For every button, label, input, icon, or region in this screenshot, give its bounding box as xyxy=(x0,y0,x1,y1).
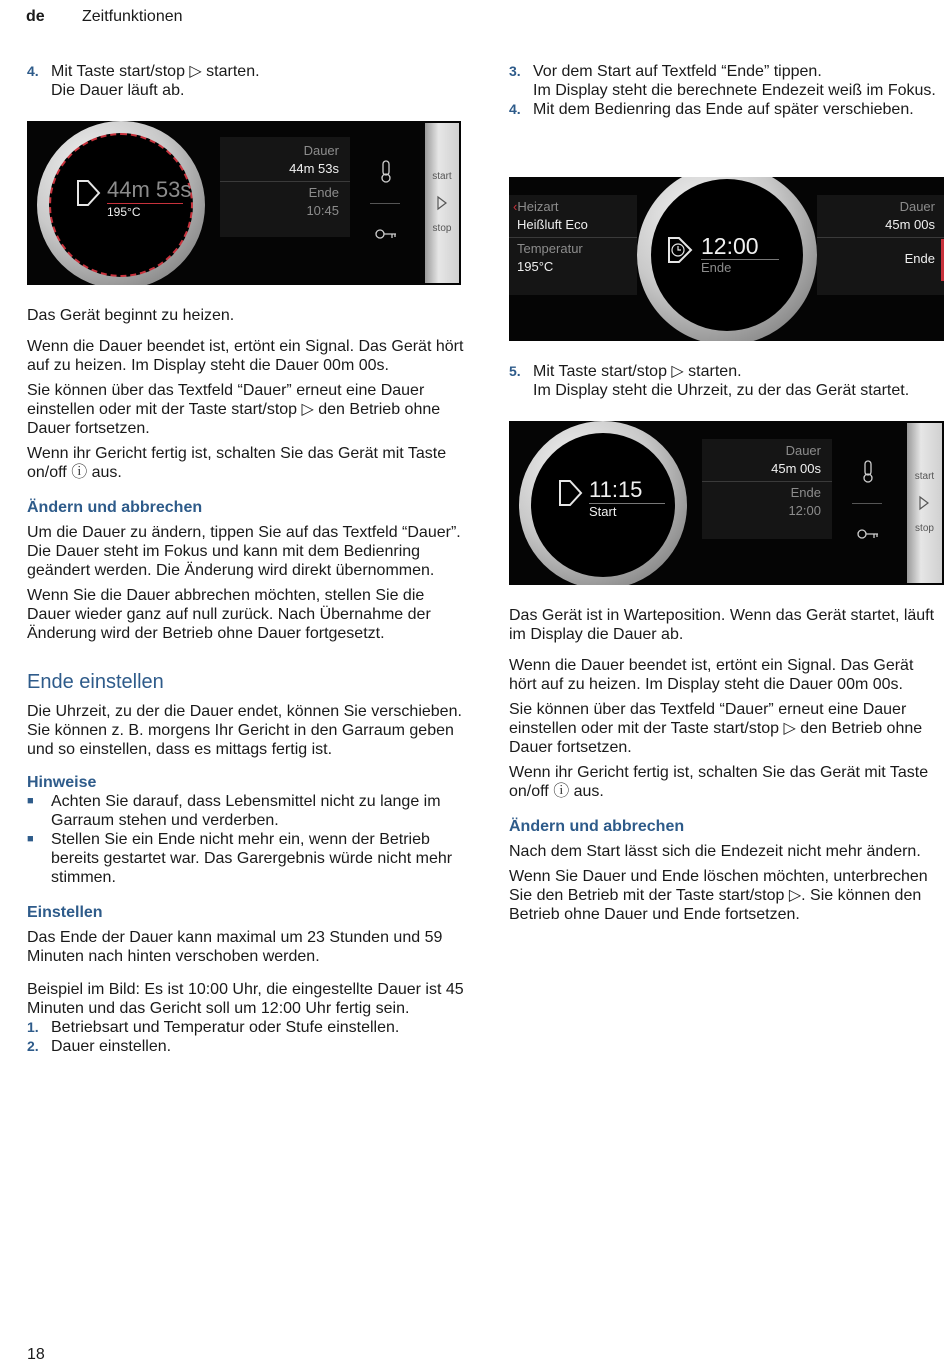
start-stop-button[interactable]: start stop xyxy=(907,423,942,583)
subheading: Hinweise xyxy=(27,774,97,791)
dauer-value[interactable]: 44m 53s xyxy=(289,161,339,176)
paragraph: Wenn ihr Gericht fertig ist, schalten Sie das Gerät mit Taste on/off ⓘ aus. xyxy=(27,445,447,481)
timer-readout: 44m 53s xyxy=(107,177,192,202)
paragraph: Wenn Sie die Dauer abbrechen möchten, stellen Sie die Dauer wieder ganz auf null zurück. Nach Übernahme der Änderung wird der Betrieb ohne Dauer fortgesetzt. xyxy=(27,587,431,642)
section-heading: Ende einstellen xyxy=(27,671,164,693)
paragraph: Sie können über das Textfeld “Dauer” erneut eine Dauer einstellen oder mit der Taste start/stop ▷ den Betrieb ohne Dauer fortsetzen. xyxy=(509,701,923,756)
thermometer-icon[interactable] xyxy=(861,459,875,483)
focus-line xyxy=(107,203,183,204)
paragraph: Beispiel im Bild: Es ist 10:00 Uhr, die eingestellte Dauer ist 45 Minuten und das Gericht soll um 12:00 Uhr fertig sein. xyxy=(27,981,464,1017)
paragraph: Wenn die Dauer beendet ist, ertönt ein Signal. Das Gerät hört auf zu heizen. Im Display steht die Dauer 00m 00s. xyxy=(509,657,914,693)
start-stop-icon xyxy=(436,195,448,211)
dauer-label: Dauer xyxy=(303,143,339,158)
thermometer-icon[interactable] xyxy=(379,159,393,183)
ende-value[interactable]: 12:00 xyxy=(788,503,821,518)
language-code: de xyxy=(26,8,45,25)
list-item: 1. Betriebsart und Temperatur oder Stufe einstellen. xyxy=(27,1019,400,1036)
dauer-value[interactable]: 45m 00s xyxy=(885,217,935,232)
dauer-value[interactable]: 45m 00s xyxy=(771,461,821,476)
paragraph: Nach dem Start lässt sich die Endezeit nicht mehr ändern. xyxy=(509,843,921,860)
key-icon[interactable] xyxy=(856,527,880,541)
list-item: ■ Achten Sie darauf, dass Lebensmittel nicht zu lange im Garraum stehen und verderben. xyxy=(27,793,441,829)
left-step-4: 4. Mit Taste start/stop ▷ starten. Die Dauer läuft ab. xyxy=(27,63,260,99)
heizart-value[interactable]: Heißluft Eco xyxy=(517,217,588,232)
play-icon xyxy=(75,179,103,207)
oven-display-running xyxy=(27,121,461,285)
paragraph: Das Gerät ist in Warteposition. Wenn das Gerät startet, läuft im Display die Dauer ab. xyxy=(509,607,935,643)
focus-indicator xyxy=(941,239,944,281)
key-icon[interactable] xyxy=(374,227,398,241)
paragraph: Das Gerät beginnt zu heizen. xyxy=(27,307,235,324)
page-number: 18 xyxy=(27,1346,45,1363)
subheading: Ändern und abbrechen xyxy=(509,818,685,835)
paragraph: Wenn Sie Dauer und Ende löschen möchten, unterbrechen Sie den Betrieb mit der Taste start/stop ▷. Sie können den Betrieb ohne Dauer und Ende fortsetzen. xyxy=(509,868,928,923)
step-number: 4. xyxy=(27,63,39,79)
right-step-5: 5. Mit Taste start/stop ▷ starten. Im Display steht die Uhrzeit, zu der das Gerät startet. xyxy=(509,363,910,399)
paragraph: Wenn ihr Gericht fertig ist, schalten Sie das Gerät mit Taste on/off ⓘ aus. xyxy=(509,764,929,800)
left-body xyxy=(27,306,467,1056)
paragraph: Die Uhrzeit, zu der die Dauer endet, können Sie verschieben. Sie können z. B. morgens Ihr Gericht in den Garraum geben und so einstellen, dass es mittags fertig ist. xyxy=(27,703,462,758)
end-time-readout: 12:00 xyxy=(701,233,759,259)
paragraph: Wenn die Dauer beendet ist, ertönt ein Signal. Das Gerät hört auf zu heizen. Im Display steht die Dauer 00m 00s. xyxy=(27,338,464,374)
subheading: Ändern und abbrechen xyxy=(27,499,203,516)
temperature-readout: 195°C xyxy=(107,205,141,219)
list-item: 2. Dauer einstellen. xyxy=(27,1038,172,1055)
list-item: ■ Stellen Sie ein Ende nicht mehr ein, wenn der Betrieb bereits gestartet war. Das Garergebnis würde nicht mehr stimmen. xyxy=(27,831,453,886)
dauer-label: Dauer xyxy=(899,199,935,214)
end-time-label: Ende xyxy=(701,260,732,275)
start-time-readout: 11:15 xyxy=(589,477,643,502)
section-title: Zeitfunktionen xyxy=(82,8,183,25)
oven-display-ende xyxy=(509,177,944,341)
start-stop-button[interactable]: start stop xyxy=(425,123,459,283)
paragraph: Sie können über das Textfeld “Dauer” erneut eine Dauer einstellen oder mit der Taste start/stop ▷ den Betrieb ohne Dauer fortsetzen. xyxy=(27,382,441,437)
play-icon xyxy=(557,479,585,507)
ende-label: Ende xyxy=(308,185,339,200)
right-body xyxy=(509,606,945,924)
paragraph: Das Ende der Dauer kann maximal um 23 Stunden und 59 Minuten nach hinten verschoben werden. xyxy=(27,929,443,965)
temperatur-label: Temperatur xyxy=(517,241,583,256)
oven-display-waiting xyxy=(509,421,944,585)
ende-field-focused[interactable]: Ende xyxy=(904,251,935,266)
start-time-label: Start xyxy=(589,504,617,519)
dauer-label: Dauer xyxy=(785,443,821,458)
clock-icon xyxy=(665,235,695,265)
start-stop-icon xyxy=(918,495,930,511)
heizart-label: ‹Heizart xyxy=(513,199,559,214)
right-steps-top: 3. Vor dem Start auf Textfeld “Ende” tippen. Im Display steht die berechnete Endezeit weiß im Fokus. 4. Mit dem Bedienring das Ende auf später verschieben. xyxy=(509,63,936,118)
temperatur-value[interactable]: 195°C xyxy=(517,259,554,274)
ende-value[interactable]: 10:45 xyxy=(306,203,339,218)
subheading: Einstellen xyxy=(27,904,103,921)
ende-label: Ende xyxy=(790,485,821,500)
paragraph: Um die Dauer zu ändern, tippen Sie auf das Textfeld “Dauer”. Die Dauer steht im Fokus und kann mit dem Bedienring geändert werden. Die Änderung wird direkt übernommen. xyxy=(27,524,461,579)
